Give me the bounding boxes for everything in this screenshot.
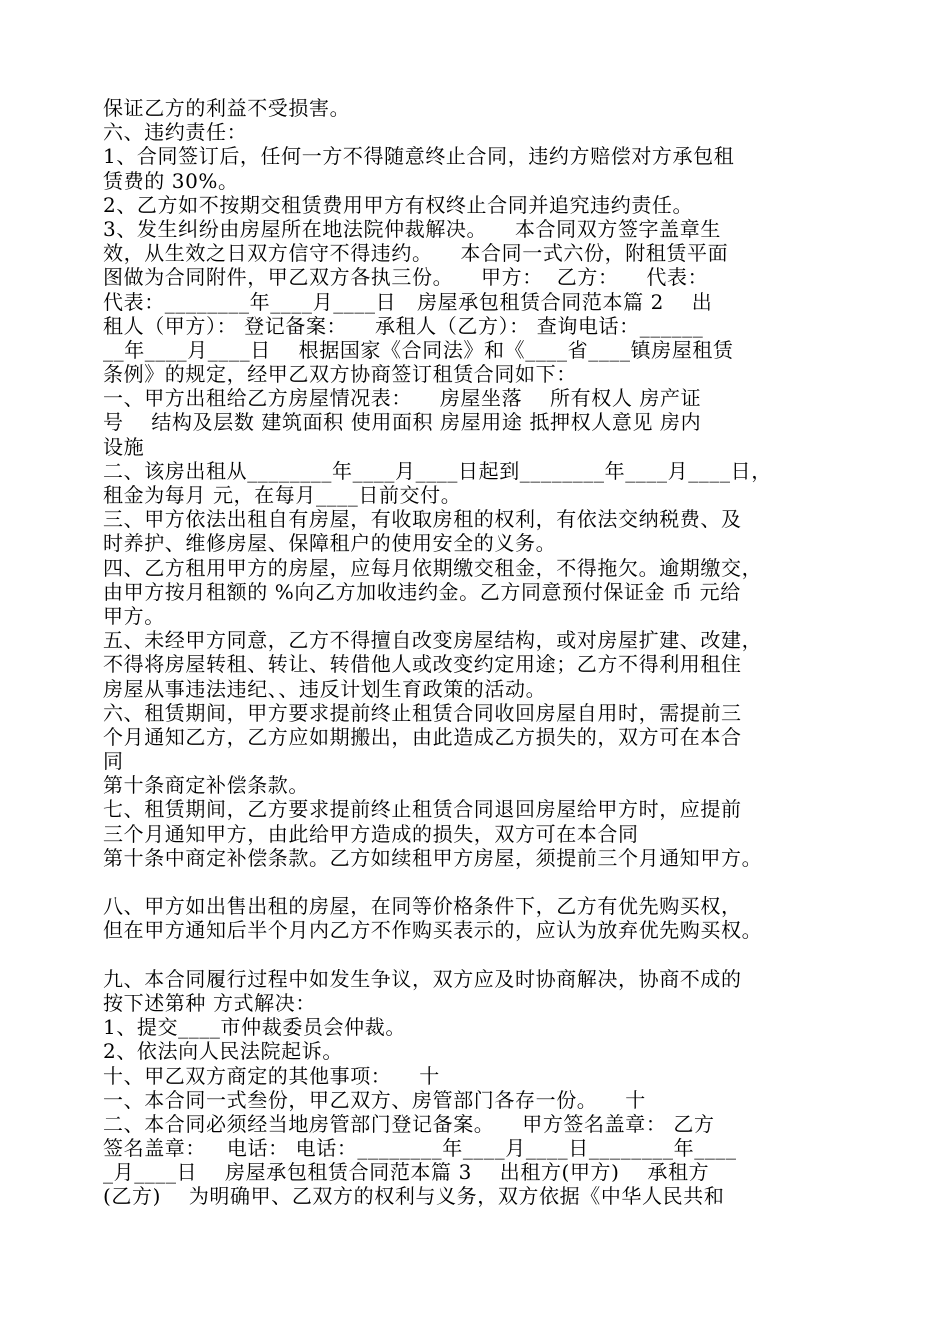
text-line: 三个月通知甲方，由此给甲方造成的损失，双方可在本合同 (103, 821, 639, 846)
text-line: 同 (103, 749, 124, 774)
text-line: 条例》的规定，经甲乙双方协商签订租赁合同如下： (103, 362, 577, 387)
text-line: 但在甲方通知后半个月内乙方不作购买表示的，应认为放弃优先购买权。 (103, 918, 763, 943)
text-line: 保证乙方的利益不受损害。 (103, 96, 351, 120)
text-line: 租金为每月 元，在每月____日前交付。 (103, 483, 462, 507)
text-line: 2、依法向人民法院起诉。 (103, 1039, 343, 1064)
text-line: 代表：________年____月____日 房屋承包租赁合同范本篇 2 出 (103, 289, 713, 314)
text-line: _月____日 房屋承包租赁合同范本篇 3 出租方(甲方) 承租方 (103, 1160, 710, 1185)
text-line: 赁费的 30%。 (103, 168, 239, 193)
document-page (103, 96, 853, 1209)
text-line: 第十条中商定补偿条款。乙方如续租甲方房屋，须提前三个月通知甲方。 (103, 845, 763, 870)
text-line: 七、租赁期间，乙方要求提前终止租赁合同退回房屋给甲方时，应提前 (103, 797, 742, 822)
text-line: 一、甲方出租给乙方房屋情况表： 房屋坐落 所有权人 房产证 (103, 386, 702, 411)
text-line: 三、甲方依法出租自有房屋，有收取房租的权利，有依法交纳税费、及 (103, 507, 742, 532)
text-line: (乙方) 为明确甲、乙双方的权利与义务，双方依据《中华人民共和 (103, 1184, 725, 1209)
text-line: 签名盖章： 电话： 电话：________年____月____日________年____ (103, 1136, 737, 1161)
text-line: 1、提交____市仲裁委员会仲裁。 (103, 1015, 406, 1040)
text-line: 二、本合同必须经当地房管部门登记备案。 甲方签名盖章： 乙方 (103, 1111, 715, 1136)
text-line: 第十条商定补偿条款。 (103, 773, 309, 798)
text-line: 时养护、维修房屋、保障租户的使用安全的义务。 (103, 531, 557, 556)
text-line: 四、乙方租用甲方的房屋，应每月依期缴交租金，不得拖欠。逾期缴交， (103, 555, 763, 580)
text-line: 由甲方按月租额的 %向乙方加收违约金。乙方同意预付保证金 币 元给 (103, 579, 741, 604)
text-line: 一、本合同一式叁份，甲乙双方、房管部门各存一份。 十 (103, 1087, 646, 1112)
text-line: 2、乙方如不按期交租赁费用甲方有权终止合同并追究违约责任。 (103, 192, 694, 217)
text-line: 按下述第种 方式解决： (103, 990, 316, 1015)
text-line: 八、甲方如出售出租的房屋，在同等价格条件下，乙方有优先购买权， (103, 894, 742, 919)
text-line: 二、该房出租从________年____月____日起到________年____月____日， (103, 458, 772, 483)
text-line: 房屋从事违法违纪、、违反计划生育政策的活动。 (103, 676, 547, 701)
blank-line (103, 943, 853, 967)
text-line: 不得将房屋转租、转让、转借他人或改变约定用途；乙方不得利用租住 (103, 652, 742, 677)
text-line: 效，从生效之日双方信守不得违约。 本合同一式六份，附租赁平面 (103, 241, 729, 266)
blank-line (103, 870, 853, 894)
text-line: 个月通知乙方，乙方应如期搬出，由此造成乙方损失的，双方可在本合 (103, 724, 742, 749)
text-line: 租人（甲方）： 登记备案： 承租人（乙方）： 查询电话：______ (103, 313, 704, 338)
text-line: 图做为合同附件，甲乙双方各执三份。 甲方： 乙方： 代表： (103, 265, 709, 290)
section-heading: 六、违约责任： (103, 120, 248, 145)
text-line: 甲方。 (103, 603, 165, 628)
text-line: 设施 (103, 434, 145, 459)
text-line: 1、合同签订后，任何一方不得随意终止合同，违约方赔偿对方承包租 (103, 144, 735, 169)
text-line: __年____月____日 根据国家《合同法》和《____省____镇房屋租赁 (103, 337, 734, 362)
text-line: 九、本合同履行过程中如发生争议，双方应及时协商解决，协商不成的 (103, 966, 742, 991)
text-line: 号 结构及层数 建筑面积 使用面积 房屋用途 抵押权人意见 房内 (103, 410, 702, 435)
text-line: 3、发生纠纷由房屋所在地法院仲裁解决。 本合同双方签字盖章生 (103, 216, 721, 241)
text-line: 六、租赁期间，甲方要求提前终止租赁合同收回房屋自用时，需提前三 (103, 700, 742, 725)
text-line: 五、未经甲方同意，乙方不得擅自改变房屋结构，或对房屋扩建、改建， (103, 628, 763, 653)
text-line: 十、甲乙双方商定的其他事项： 十 (103, 1063, 440, 1088)
